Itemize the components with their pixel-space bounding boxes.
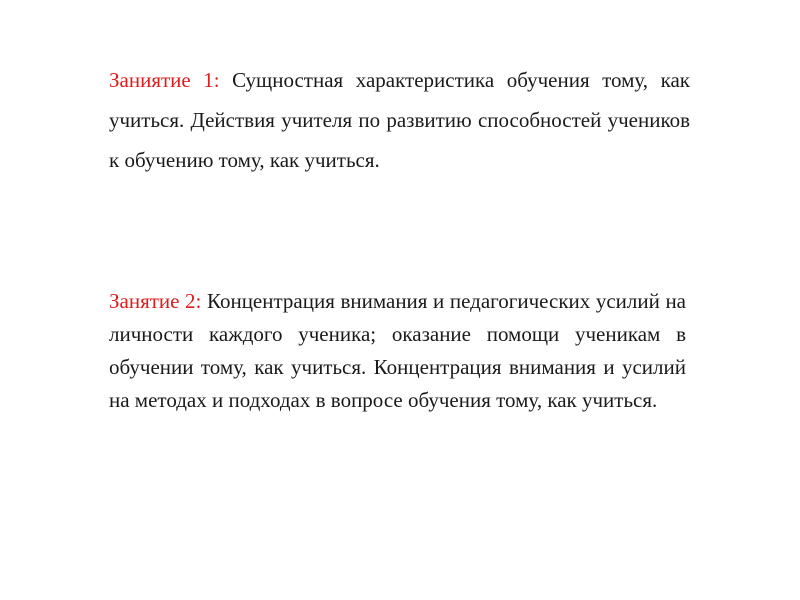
lesson-2-label: Занятие 2: (109, 289, 202, 313)
lesson-2-text: Концентрация внимания и педагогических усилий на личности каждого ученика; оказание помощи ученикам в обучении тому, как учиться. Концентрация внимания и усилий на методах и подходах в вопросе обучения тому, как учиться. (109, 289, 687, 412)
lesson-1-text: Сущностная характеристика обучения тому, как учиться. Действия учителя по развитию способностей учеников к обучению тому, как учиться. (109, 68, 690, 172)
lesson-1-paragraph (109, 60, 690, 180)
lesson-2-paragraph (109, 285, 686, 417)
lesson-1-label: Заниятие 1: (109, 68, 220, 92)
